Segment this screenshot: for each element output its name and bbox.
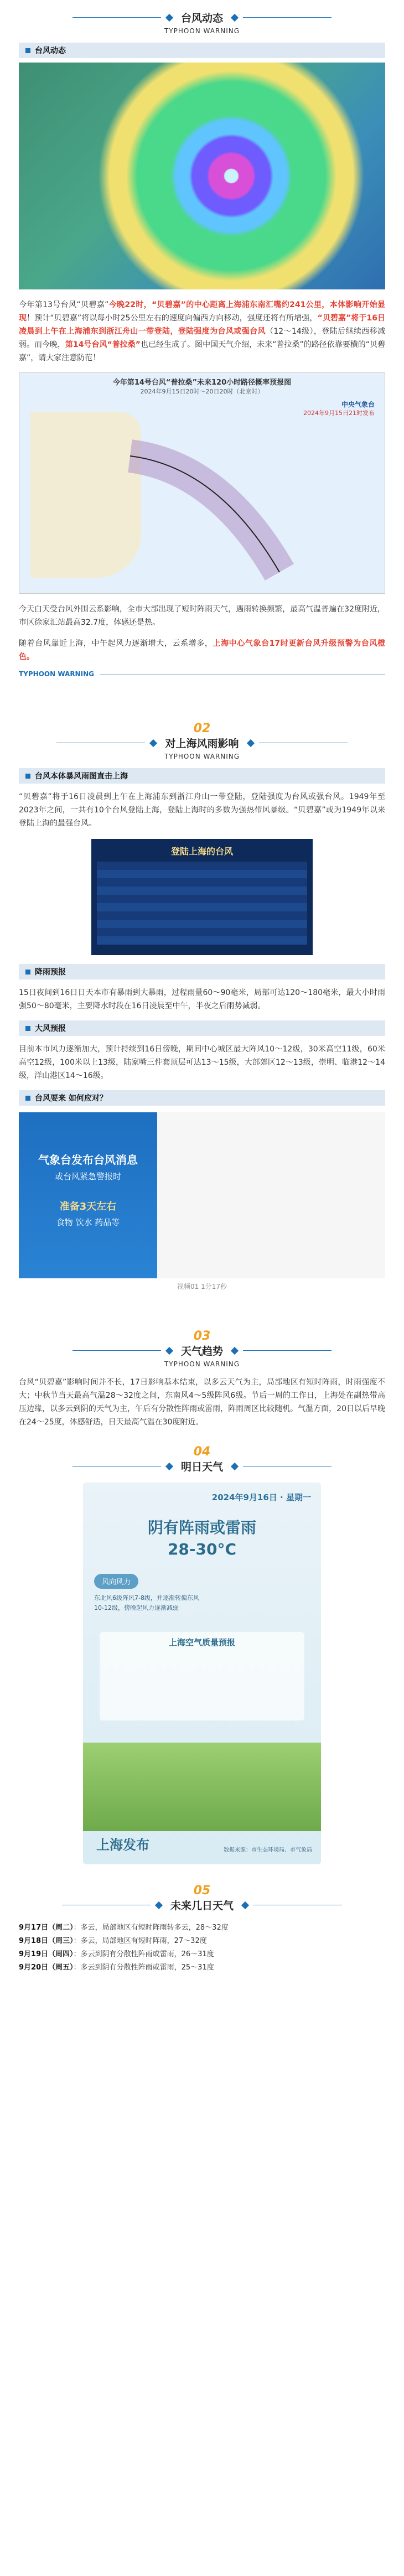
forecast-row: 9月18日（周三）：多云，局部地区有短时阵雨，27～32度 bbox=[19, 1937, 207, 1945]
sub-bar-5: 台风要来 如何应对？ bbox=[35, 1094, 107, 1103]
video-caption: 视频01 1分17秒 bbox=[177, 1283, 227, 1290]
divider-label-1: TYPHOON WARNING bbox=[19, 670, 94, 678]
sub-bar-3: 降雨预报 bbox=[35, 968, 66, 977]
forecast-row: 9月17日（周二）：多云，局部地区有短时阵雨转多云，28～32度 bbox=[19, 1924, 229, 1932]
section-sub-1: TYPHOON WARNING bbox=[164, 27, 240, 35]
forecast-row: 9月19日（周四）：多云到阴有分散性阵雨或雷雨，26～31度 bbox=[19, 1950, 214, 1958]
section-title-2: 对上海风雨影响 bbox=[165, 738, 239, 750]
section-title-1: 台风动态 bbox=[180, 12, 223, 24]
para-2: 今天白天受台风外围云系影响，全市大部出现了短时阵雨天气，遇雨转换频繁，最高气温普遍在32度附近，市区徐家汇站最高32.7度，体感还是热。 bbox=[19, 605, 385, 627]
track-map: 今年第14号台风“普拉桑”未来120小时路径概率预报图 2024年9月15日20时～20日20时（北京时） 中央气象台 2024年9月15日21时发布 bbox=[19, 372, 385, 594]
para-3: 随着台风靠近上海，中午起风力逐渐增大，云系增多，上海中心气象台17时更新台风升级预警为台风橙色。 bbox=[19, 639, 386, 661]
satellite-image bbox=[19, 63, 385, 289]
section-num-4: 04 bbox=[193, 1445, 211, 1459]
para-7: 台风“贝碧嘉”影响时间并不长，17日影响基本结束，以多云天气为主，局部地区有短时阵雨，时雨强度不大；中秋节当天最高气温28～32度之间，东南风4～5级阵风6级。节后一周的工作日，上海处在副热带高压边缘，以多云到阴的天气为主，午后有分散性阵雨或雷雨，阵雨周区比较随机。气温方面，20日以后早晚在24～25度，体感舒适，日天最高气温在30度附近。 bbox=[19, 1378, 385, 1427]
section-title-5: 未来几日天气 bbox=[170, 1900, 234, 1912]
section-title-4: 明日天气 bbox=[180, 1461, 223, 1473]
sub-bar-4: 大风预报 bbox=[35, 1024, 66, 1033]
para-4: “贝碧嘉”将于16日凌晨到上午在上海浦东到浙江舟山一带登陆，登陆强度为台风或强台风。1949年至2023年之间，一共有10个台风登陆上海，登陆上海时的多数为强热带风暴级。“贝碧嘉”或为1949年以来登陆上海的最强台风。 bbox=[19, 792, 385, 828]
para-5: 15日夜间到16日日天本市有暴雨到大暴雨，过程雨量60～90毫米，局部可达120～180毫米，最大小时雨强50～80毫米，主要降水时段在16日凌晨至中午，半夜之后雨势减弱。 bbox=[19, 988, 385, 1010]
forecast-row: 9月20日（周五）：多云到阴有分散性阵雨或雷雨，25～31度 bbox=[19, 1963, 214, 1972]
forecast-list bbox=[19, 1921, 385, 1974]
video-poster[interactable]: 气象台发布台风消息 或台风紧急警报时 准备3天左右 食物 饮水 药品等 bbox=[19, 1112, 385, 1278]
section-title-3: 天气趋势 bbox=[180, 1345, 223, 1357]
sub-bar-1: 台风动态 bbox=[19, 43, 385, 58]
weather-card: 2024年9月16日 · 星期一 阴有阵雨或雷雨 28-30°C 风向风力 东北风6级阵风7-8级，并逐渐转偏东风10-12级，傍晚起风力逐渐减弱 上海空气质量预报 上海发布 数据来源：市生态环境局、市气象局 bbox=[83, 1483, 321, 1864]
landfall-table-image: 登陆上海的台风 bbox=[91, 839, 313, 955]
section-num-5: 05 bbox=[193, 1884, 211, 1898]
sub-bar-2: 台风本体暴风雨图直击上海 bbox=[35, 772, 128, 781]
para-1: 今年第13号台风“贝碧嘉”今晚22时，“贝碧嘉”的中心距离上海浦东南汇嘴约241公里，本体影响开始显现！预计“贝碧嘉”将以每小时25公里左右的速度向偏西方向移动，强度还将有所增强，“贝碧嘉”将于16日凌晨到上午在上海浦东到浙江舟山一带登陆，登陆强度为台风或强台风（12～14级），登陆后继续西移减弱。而今晚，第14号台风“普拉桑”也已经生成了。图中国天气介绍，未来“普拉桑”的路径依靠要横的“贝碧嘉”，请大家注意防范！ bbox=[19, 300, 386, 362]
section-num-2: 02 bbox=[193, 722, 211, 735]
para-6: 目前本市风力逐渐加大，预计持续到16日傍晚，期间中心城区最大阵风10～12级，30米高空11级，60米高空12级，100米以上13级，陆家嘴三件套顶层可达13～15级，大部郊区12～13级，崇明、临港12～14级，洋山港区14～16级。 bbox=[19, 1045, 385, 1080]
section-num-3: 03 bbox=[193, 1329, 211, 1343]
